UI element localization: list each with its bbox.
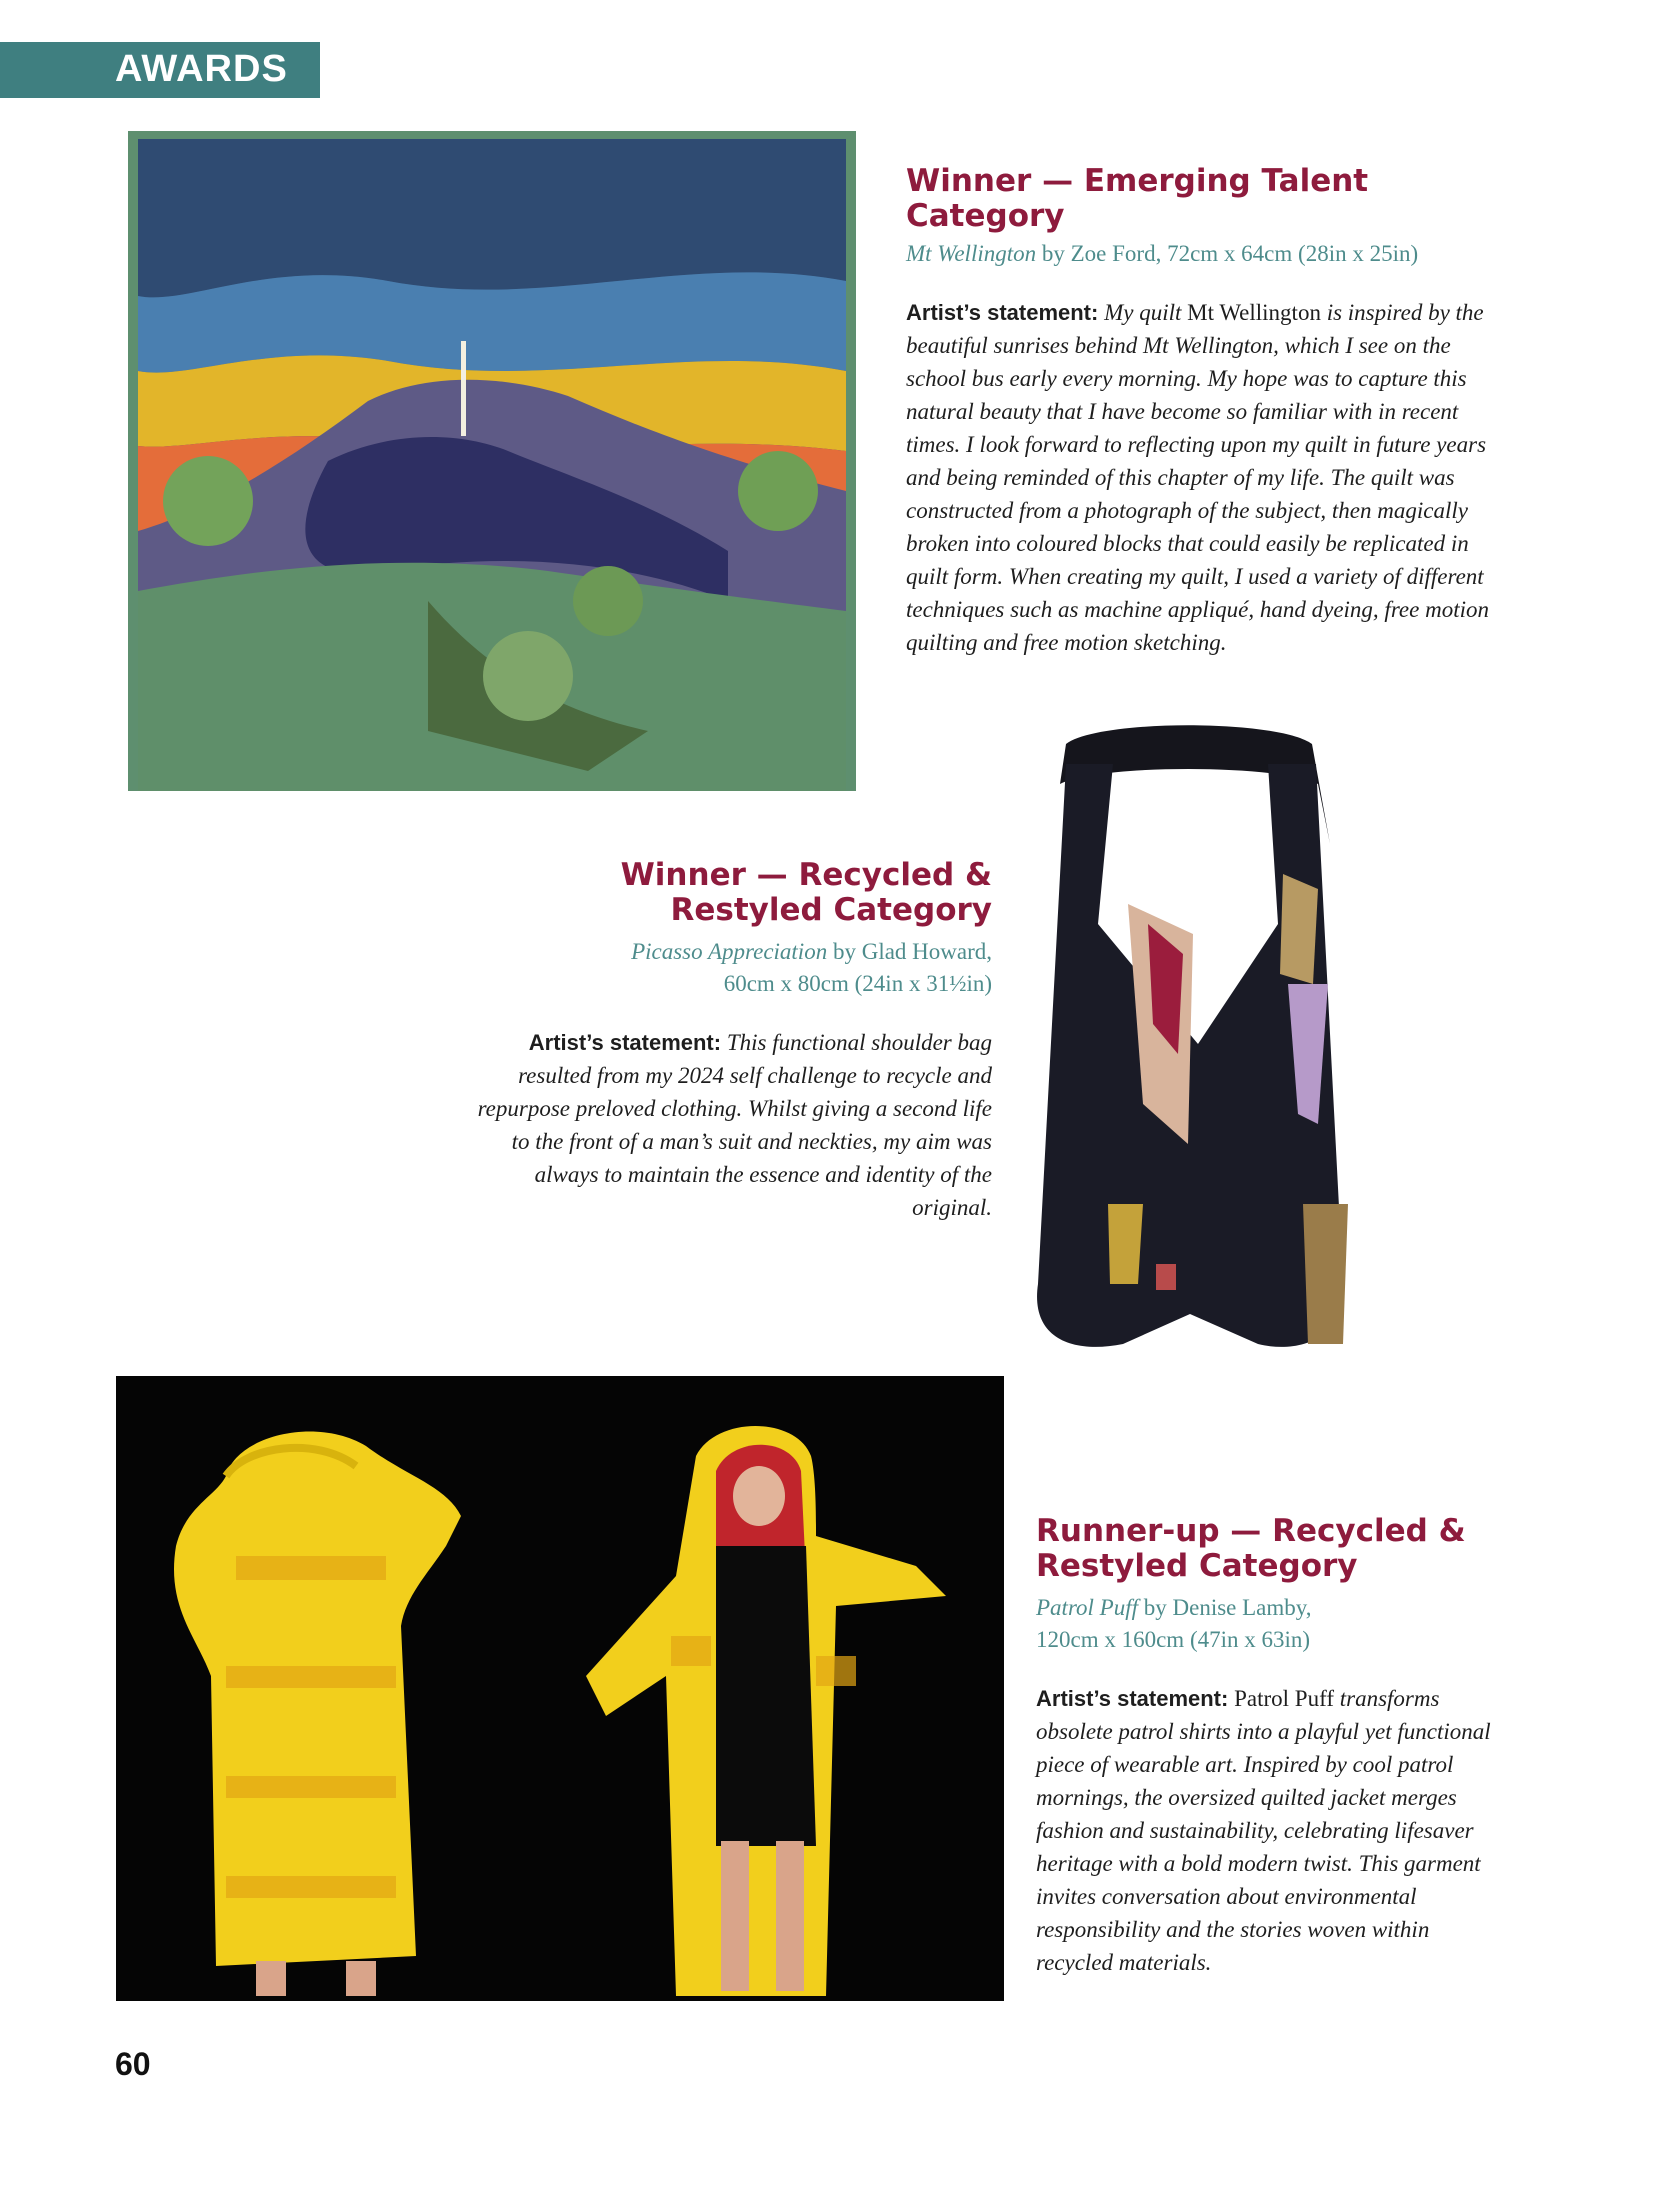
- entry-heading-line2: Restyled Category: [1036, 1548, 1358, 1584]
- entry-emerging-talent: [906, 164, 1506, 659]
- artist-credit: by Zoe Ford, 72cm x 64cm (28in x 25in): [1036, 241, 1419, 266]
- statement-label: Artist’s statement:: [1036, 1686, 1229, 1711]
- entry-heading-line1: Runner-up — Recycled &: [1036, 1513, 1466, 1549]
- entry-credit: [1036, 1592, 1506, 1656]
- artist-statement: Artist’s statement: This functional shoulder bag resulted from my 2024 self challenge to recycle and repurpose preloved clothing. Whilst giving a second life to the front of a man’s suit and neckties, my aim was always to maintain the essence and identity of the original.: [477, 1030, 992, 1220]
- entry-heading-line1: Winner — Recycled &: [620, 857, 992, 893]
- artwork-title: Picasso Appreciation: [631, 939, 828, 964]
- artwork-dimensions: 60cm x 80cm (24in x 31½in): [723, 971, 992, 996]
- bag-image-picasso-appreciation: [1018, 724, 1360, 1368]
- statement-label: Artist’s statement:: [906, 300, 1099, 325]
- artist-credit: by Denise Lamby,: [1138, 1595, 1312, 1620]
- entry-credit: [906, 238, 1506, 270]
- entry-heading: Winner — Emerging Talent Category: [906, 163, 1369, 234]
- statement-label: Artist’s statement:: [528, 1030, 722, 1055]
- page-number: 60: [115, 2046, 151, 2082]
- artwork-title: Mt Wellington: [906, 241, 1037, 266]
- quilt-image-mt-wellington: [128, 131, 856, 791]
- entry-credit: [460, 936, 992, 1000]
- section-label: AWARDS: [115, 48, 288, 90]
- artist-statement: Artist’s statement: My quilt Mt Wellington is inspired by the beautiful sunrises behind Mt Wellington, which I see on the school bus early every morning. My hope was to capture this natural beauty that I have become so familiar with in recent times. I look forward to reflecting upon my quilt in future years and being reminded of this chapter of my life. The quilt was constructed from a photograph of the subject, then magically broken into coloured blocks that could easily be replicated in quilt form. When creating my quilt, I used a variety of different techniques such as machine appliqué, hand dyeing, free motion quilting and free motion sketching.: [906, 300, 1489, 655]
- entry-recycled-winner: [460, 858, 992, 1224]
- section-band: [0, 42, 320, 98]
- artwork-dimensions: 120cm x 160cm (47in x 63in): [1036, 1627, 1311, 1652]
- jacket-image-patrol-puff: [116, 1376, 1004, 2001]
- entry-recycled-runner-up: [1036, 1514, 1506, 1979]
- artist-credit: by Glad Howard,: [827, 939, 992, 964]
- artist-statement: Artist’s statement: Patrol Puff transforms obsolete patrol shirts into a playful yet functional piece of wearable art. Inspired by cool patrol mornings, the oversized quilted jacket merges fashion and sustainability, celebrating lifesaver heritage with a bold modern twist. This garment invites conversation about environmental responsibility and the stories woven within recycled materials.: [1036, 1686, 1491, 1975]
- entry-heading-line2: Restyled Category: [670, 892, 992, 928]
- artwork-title: Patrol Puff: [1036, 1595, 1139, 1620]
